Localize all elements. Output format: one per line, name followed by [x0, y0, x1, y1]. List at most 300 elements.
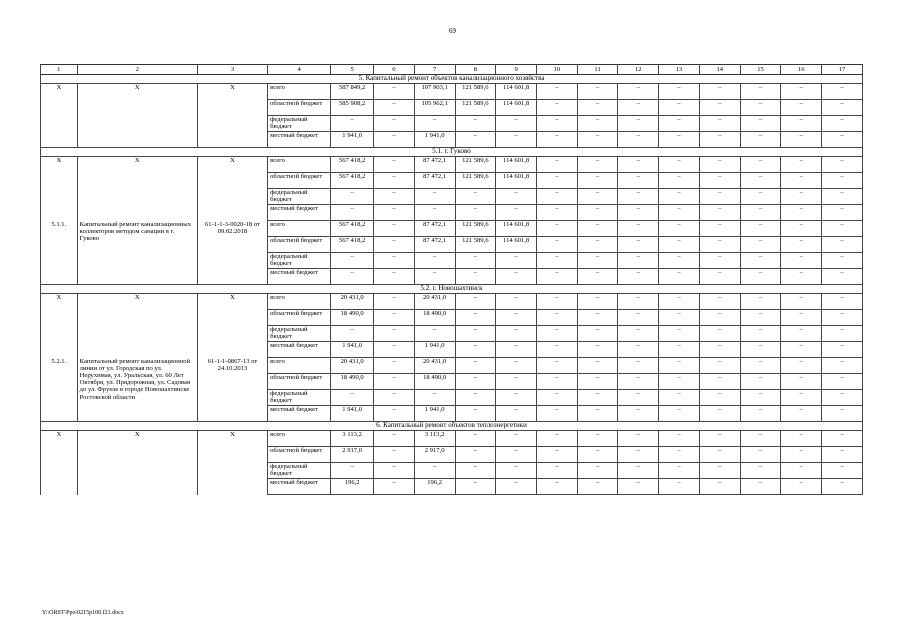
value-cell: –: [455, 269, 496, 285]
value-cell: 18 490,0: [414, 310, 455, 326]
column-number-15: 15: [740, 65, 781, 75]
value-cell: –: [374, 84, 415, 100]
value-cell: –: [740, 294, 781, 310]
value-cell: –: [699, 374, 740, 390]
value-cell: –: [699, 310, 740, 326]
value-cell: –: [781, 447, 822, 463]
section-title-row: [41, 422, 863, 431]
value-cell: –: [699, 132, 740, 148]
funding-source-label: местный бюджет: [268, 269, 331, 285]
value-cell: –: [740, 358, 781, 374]
item-document: 61-1-1-0867-13 от 24.10.2013: [197, 358, 267, 422]
value-cell: –: [577, 431, 618, 447]
value-cell: –: [577, 479, 618, 495]
value-cell: –: [659, 294, 700, 310]
value-cell: 121 589,6: [455, 157, 496, 173]
value-cell: –: [781, 237, 822, 253]
value-cell: –: [740, 479, 781, 495]
value-cell: –: [496, 431, 537, 447]
item-document: Х: [197, 84, 267, 148]
section-title: 6. Капитальный ремонт объектов теплоэнергетики: [41, 422, 863, 431]
value-cell: 18 490,0: [331, 374, 374, 390]
value-cell: 20 431,0: [414, 294, 455, 310]
value-cell: –: [536, 205, 577, 221]
column-number-14: 14: [699, 65, 740, 75]
value-cell: –: [374, 310, 415, 326]
value-cell: 114 601,8: [496, 84, 537, 100]
value-cell: –: [577, 157, 618, 173]
value-cell: –: [618, 374, 659, 390]
item-number: 5.2.1.: [41, 358, 78, 422]
value-cell: –: [618, 269, 659, 285]
value-cell: –: [740, 310, 781, 326]
value-cell: –: [414, 390, 455, 406]
value-cell: –: [455, 326, 496, 342]
header-row: [41, 65, 863, 75]
value-cell: –: [374, 132, 415, 148]
value-cell: –: [740, 84, 781, 100]
value-cell: –: [455, 189, 496, 205]
value-cell: –: [740, 100, 781, 116]
value-cell: –: [618, 358, 659, 374]
value-cell: –: [618, 463, 659, 479]
value-cell: –: [536, 463, 577, 479]
value-cell: –: [536, 132, 577, 148]
value-cell: –: [577, 237, 618, 253]
value-cell: –: [577, 406, 618, 422]
footer-file-path: Y:\ORST\Ppo\0215p100.f21.docx: [42, 610, 124, 616]
value-cell: –: [496, 447, 537, 463]
funding-source-label: федеральный бюджет: [268, 189, 331, 205]
value-cell: 87 472,1: [414, 173, 455, 189]
value-cell: –: [331, 116, 374, 132]
value-cell: –: [496, 253, 537, 269]
value-cell: –: [618, 479, 659, 495]
value-cell: –: [374, 326, 415, 342]
value-cell: –: [699, 237, 740, 253]
value-cell: 121 589,6: [455, 100, 496, 116]
value-cell: –: [822, 116, 863, 132]
value-cell: 3 113,2: [331, 431, 374, 447]
value-cell: –: [781, 326, 822, 342]
value-cell: –: [699, 100, 740, 116]
value-cell: 87 472,1: [414, 157, 455, 173]
value-cell: –: [781, 157, 822, 173]
value-cell: –: [374, 431, 415, 447]
funding-source-label: всего: [268, 157, 331, 173]
item-name: Капитальный ремонт канализационных коллекторов методом санации в г. Гуково: [77, 221, 197, 285]
column-number-13: 13: [659, 65, 700, 75]
value-cell: –: [740, 237, 781, 253]
value-cell: –: [822, 390, 863, 406]
value-cell: 20 431,0: [331, 294, 374, 310]
value-cell: –: [822, 406, 863, 422]
value-cell: –: [496, 374, 537, 390]
funding-source-label: всего: [268, 84, 331, 100]
funding-source-label: областной бюджет: [268, 237, 331, 253]
value-cell: –: [331, 269, 374, 285]
value-cell: –: [577, 463, 618, 479]
column-number-3: 3: [197, 65, 267, 75]
value-cell: –: [496, 326, 537, 342]
value-cell: –: [659, 157, 700, 173]
value-cell: –: [822, 358, 863, 374]
value-cell: –: [455, 342, 496, 358]
value-cell: –: [659, 479, 700, 495]
column-number-12: 12: [618, 65, 659, 75]
value-cell: –: [577, 189, 618, 205]
value-cell: 121 589,6: [455, 84, 496, 100]
value-cell: –: [577, 221, 618, 237]
value-cell: –: [536, 100, 577, 116]
value-cell: –: [822, 157, 863, 173]
value-cell: 567 418,2: [331, 173, 374, 189]
value-cell: –: [536, 326, 577, 342]
value-cell: –: [374, 269, 415, 285]
value-cell: –: [374, 447, 415, 463]
value-cell: –: [781, 205, 822, 221]
value-cell: –: [740, 342, 781, 358]
value-cell: –: [699, 253, 740, 269]
value-cell: –: [496, 479, 537, 495]
value-cell: –: [659, 342, 700, 358]
value-cell: 1 941,0: [414, 132, 455, 148]
value-cell: 1 941,0: [414, 342, 455, 358]
value-cell: –: [781, 342, 822, 358]
value-cell: 567 418,2: [331, 237, 374, 253]
value-cell: –: [536, 237, 577, 253]
value-cell: –: [496, 406, 537, 422]
value-cell: –: [496, 310, 537, 326]
value-cell: –: [618, 221, 659, 237]
value-cell: –: [740, 116, 781, 132]
value-cell: –: [618, 326, 659, 342]
value-cell: –: [740, 406, 781, 422]
value-cell: –: [455, 310, 496, 326]
value-cell: –: [374, 116, 415, 132]
value-cell: –: [414, 269, 455, 285]
value-cell: –: [496, 116, 537, 132]
value-cell: –: [455, 431, 496, 447]
column-number-11: 11: [577, 65, 618, 75]
table-row: [41, 294, 863, 310]
table-row: [41, 221, 863, 237]
value-cell: –: [536, 173, 577, 189]
value-cell: –: [331, 253, 374, 269]
value-cell: 121 589,6: [455, 173, 496, 189]
funding-source-label: федеральный бюджет: [268, 326, 331, 342]
value-cell: –: [659, 326, 700, 342]
column-number-16: 16: [781, 65, 822, 75]
value-cell: –: [740, 447, 781, 463]
value-cell: –: [618, 132, 659, 148]
value-cell: –: [455, 447, 496, 463]
value-cell: –: [659, 374, 700, 390]
value-cell: –: [659, 237, 700, 253]
funding-source-label: всего: [268, 431, 331, 447]
value-cell: –: [659, 406, 700, 422]
value-cell: –: [331, 463, 374, 479]
budget-table: [40, 64, 863, 495]
item-name: Х: [77, 84, 197, 148]
column-number-5: 5: [331, 65, 374, 75]
value-cell: –: [822, 253, 863, 269]
value-cell: –: [577, 116, 618, 132]
value-cell: –: [781, 269, 822, 285]
value-cell: –: [374, 479, 415, 495]
value-cell: 107 903,1: [414, 84, 455, 100]
value-cell: –: [781, 221, 822, 237]
value-cell: –: [781, 132, 822, 148]
value-cell: –: [414, 189, 455, 205]
value-cell: 2 917,0: [331, 447, 374, 463]
value-cell: –: [455, 116, 496, 132]
value-cell: –: [496, 132, 537, 148]
value-cell: –: [659, 463, 700, 479]
value-cell: –: [699, 84, 740, 100]
value-cell: 196,2: [331, 479, 374, 495]
value-cell: –: [374, 342, 415, 358]
value-cell: –: [618, 116, 659, 132]
value-cell: –: [699, 221, 740, 237]
value-cell: –: [781, 406, 822, 422]
value-cell: –: [699, 406, 740, 422]
value-cell: 87 472,1: [414, 237, 455, 253]
value-cell: –: [536, 431, 577, 447]
value-cell: –: [536, 84, 577, 100]
value-cell: –: [781, 100, 822, 116]
section-title-row: [41, 75, 863, 84]
value-cell: –: [455, 390, 496, 406]
value-cell: –: [414, 253, 455, 269]
value-cell: –: [618, 294, 659, 310]
value-cell: –: [577, 447, 618, 463]
section-title: 5.2. г. Новошахтинск: [41, 285, 863, 294]
value-cell: –: [577, 390, 618, 406]
value-cell: –: [699, 269, 740, 285]
value-cell: –: [740, 431, 781, 447]
value-cell: –: [822, 100, 863, 116]
item-name: Капитальный ремонт канализационной линии от ул. Городская по ул. Нерухимая, ул. Уральская, ул. 60 Лет Октября, ул. Прядорожная, ул. Садовая до ул. Фрунзе в городе Новошахтинске Ростовской области: [77, 358, 197, 422]
value-cell: –: [822, 326, 863, 342]
column-number-9: 9: [496, 65, 537, 75]
value-cell: –: [536, 406, 577, 422]
value-cell: –: [577, 84, 618, 100]
value-cell: –: [455, 406, 496, 422]
item-document: Х: [197, 294, 267, 358]
value-cell: –: [496, 205, 537, 221]
value-cell: –: [699, 189, 740, 205]
section-title-row: [41, 285, 863, 294]
value-cell: –: [822, 447, 863, 463]
funding-source-label: областной бюджет: [268, 374, 331, 390]
value-cell: –: [577, 294, 618, 310]
value-cell: –: [374, 221, 415, 237]
value-cell: –: [577, 253, 618, 269]
value-cell: –: [740, 132, 781, 148]
funding-source-label: всего: [268, 358, 331, 374]
value-cell: –: [740, 326, 781, 342]
funding-source-label: всего: [268, 294, 331, 310]
value-cell: 2 917,0: [414, 447, 455, 463]
value-cell: –: [618, 310, 659, 326]
value-cell: –: [659, 173, 700, 189]
value-cell: –: [659, 100, 700, 116]
value-cell: –: [699, 116, 740, 132]
value-cell: –: [577, 342, 618, 358]
value-cell: 1 941,0: [331, 406, 374, 422]
value-cell: –: [822, 269, 863, 285]
value-cell: –: [618, 253, 659, 269]
value-cell: 114 601,8: [496, 221, 537, 237]
value-cell: –: [659, 189, 700, 205]
column-number-7: 7: [414, 65, 455, 75]
value-cell: –: [740, 157, 781, 173]
value-cell: –: [699, 447, 740, 463]
column-number-17: 17: [822, 65, 863, 75]
item-number: 5.1.1.: [41, 221, 78, 285]
value-cell: –: [374, 173, 415, 189]
value-cell: 1 941,0: [331, 132, 374, 148]
value-cell: –: [618, 390, 659, 406]
value-cell: –: [659, 390, 700, 406]
funding-source-label: федеральный бюджет: [268, 390, 331, 406]
value-cell: –: [781, 463, 822, 479]
table-row: [41, 358, 863, 374]
value-cell: –: [740, 205, 781, 221]
value-cell: 20 431,0: [331, 358, 374, 374]
value-cell: –: [740, 189, 781, 205]
value-cell: –: [536, 447, 577, 463]
item-document: Х: [197, 157, 267, 221]
value-cell: 567 418,2: [331, 221, 374, 237]
value-cell: –: [740, 221, 781, 237]
value-cell: –: [822, 84, 863, 100]
value-cell: –: [618, 342, 659, 358]
value-cell: –: [781, 173, 822, 189]
funding-source-label: областной бюджет: [268, 173, 331, 189]
page-number: 69: [449, 27, 456, 35]
value-cell: –: [455, 132, 496, 148]
section-title-row: [41, 148, 863, 157]
value-cell: –: [822, 431, 863, 447]
value-cell: –: [374, 406, 415, 422]
value-cell: –: [414, 205, 455, 221]
item-number: Х: [41, 294, 78, 358]
value-cell: –: [536, 253, 577, 269]
value-cell: –: [496, 294, 537, 310]
value-cell: –: [699, 173, 740, 189]
value-cell: –: [699, 205, 740, 221]
value-cell: –: [331, 390, 374, 406]
value-cell: 105 962,1: [414, 100, 455, 116]
value-cell: –: [374, 374, 415, 390]
value-cell: –: [496, 269, 537, 285]
value-cell: –: [577, 205, 618, 221]
funding-source-label: областной бюджет: [268, 447, 331, 463]
value-cell: –: [496, 189, 537, 205]
funding-source-label: всего: [268, 221, 331, 237]
value-cell: –: [577, 100, 618, 116]
value-cell: –: [740, 269, 781, 285]
value-cell: –: [577, 358, 618, 374]
column-number-6: 6: [374, 65, 415, 75]
column-number-8: 8: [455, 65, 496, 75]
value-cell: –: [374, 237, 415, 253]
value-cell: –: [374, 358, 415, 374]
value-cell: –: [618, 100, 659, 116]
funding-source-label: местный бюджет: [268, 479, 331, 495]
value-cell: –: [331, 326, 374, 342]
value-cell: –: [618, 189, 659, 205]
value-cell: –: [740, 390, 781, 406]
funding-source-label: федеральный бюджет: [268, 463, 331, 479]
section-title: 5.1. г. Гуково: [41, 148, 863, 157]
value-cell: –: [455, 463, 496, 479]
item-document: 61-1-1-3-0020-18 от 09.02.2018: [197, 221, 267, 285]
value-cell: –: [455, 374, 496, 390]
value-cell: –: [414, 116, 455, 132]
value-cell: 114 601,8: [496, 173, 537, 189]
item-name: Х: [77, 431, 197, 495]
value-cell: –: [536, 310, 577, 326]
value-cell: –: [331, 205, 374, 221]
value-cell: –: [374, 390, 415, 406]
value-cell: –: [740, 374, 781, 390]
value-cell: 87 472,1: [414, 221, 455, 237]
value-cell: –: [577, 173, 618, 189]
value-cell: –: [822, 342, 863, 358]
value-cell: –: [659, 205, 700, 221]
value-cell: –: [577, 374, 618, 390]
value-cell: –: [822, 173, 863, 189]
value-cell: –: [536, 157, 577, 173]
value-cell: 587 849,2: [331, 84, 374, 100]
value-cell: –: [740, 173, 781, 189]
value-cell: –: [659, 358, 700, 374]
funding-source-label: областной бюджет: [268, 100, 331, 116]
value-cell: –: [781, 116, 822, 132]
value-cell: –: [659, 310, 700, 326]
value-cell: –: [536, 189, 577, 205]
value-cell: –: [618, 173, 659, 189]
funding-source-label: местный бюджет: [268, 205, 331, 221]
item-number: Х: [41, 431, 78, 495]
item-number: Х: [41, 84, 78, 148]
value-cell: –: [618, 205, 659, 221]
value-cell: 196,2: [414, 479, 455, 495]
value-cell: –: [659, 269, 700, 285]
value-cell: 585 908,2: [331, 100, 374, 116]
value-cell: –: [822, 237, 863, 253]
funding-source-label: местный бюджет: [268, 132, 331, 148]
value-cell: –: [699, 157, 740, 173]
value-cell: –: [536, 374, 577, 390]
value-cell: –: [618, 84, 659, 100]
table-row: [41, 431, 863, 447]
table-row: [41, 157, 863, 173]
value-cell: –: [781, 310, 822, 326]
value-cell: –: [455, 358, 496, 374]
value-cell: 1 941,0: [414, 406, 455, 422]
value-cell: –: [699, 326, 740, 342]
value-cell: –: [781, 374, 822, 390]
value-cell: –: [822, 205, 863, 221]
value-cell: –: [822, 479, 863, 495]
value-cell: –: [455, 294, 496, 310]
value-cell: –: [496, 463, 537, 479]
column-number-1: 1: [41, 65, 78, 75]
